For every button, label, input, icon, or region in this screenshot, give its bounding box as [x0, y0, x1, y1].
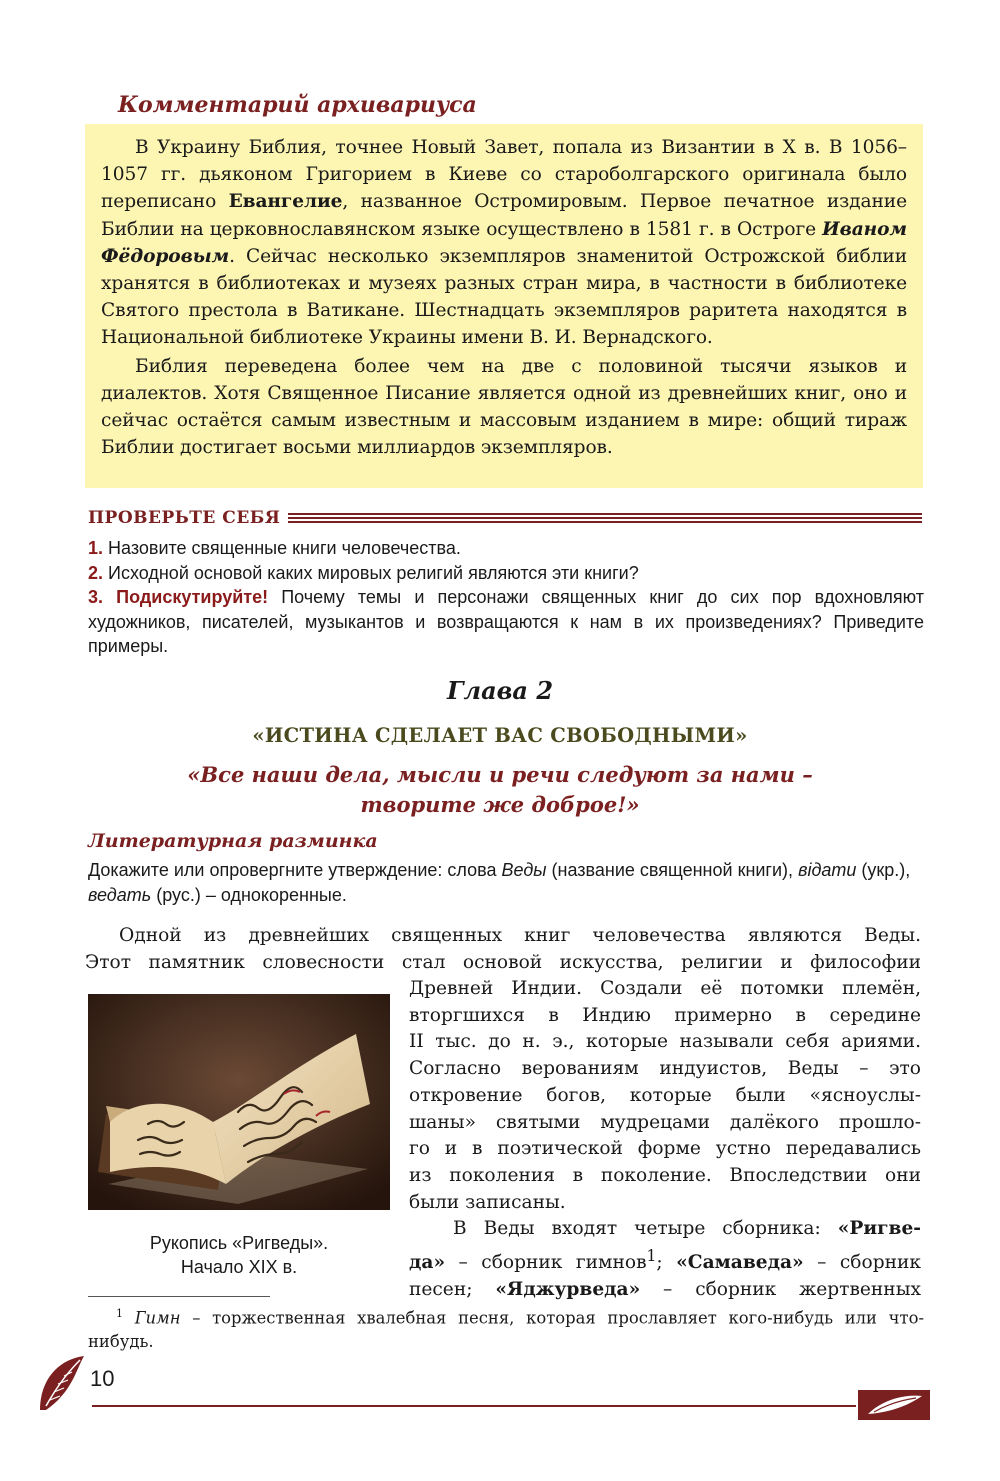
- archivist-paragraph-1: [101, 134, 907, 352]
- main-right-line: вторгшихся в Индию примерно в середине: [409, 1004, 921, 1026]
- vedas-collections-line-3: [409, 1277, 921, 1304]
- archivist-text-part: . Сейчас несколько экземпляров знаменитой Острожской библии хранятся в библиотеках и музеях разных стран мира, в частности в библиотеке Святого престола в Ватикане. Шестнадцать экземпляров раритета находятся в Национальной библиотеке Украины имени В. И. Вернадского.: [101, 245, 907, 349]
- footnote: [88, 1302, 924, 1354]
- question-number: 2.: [88, 562, 104, 583]
- main-right-line: Древней Индии. Создали её потомки племён,: [409, 978, 921, 999]
- warmup-text-part: (укр.),: [856, 860, 911, 880]
- archivist-comment-box: [85, 124, 923, 488]
- rigveda-manuscript-photo: [88, 994, 390, 1210]
- archivist-comment-title: Комментарий архивариуса: [118, 92, 477, 118]
- main-right-line: из поколения в поколение. Впоследствии они: [409, 1164, 921, 1186]
- samaveda-desc: – сборник: [803, 1252, 922, 1274]
- hymns-text: – сборник гимнов: [445, 1252, 647, 1274]
- yajurveda-term: «Яджурведа»: [495, 1278, 641, 1300]
- discuss-label: Подискутируйте!: [103, 587, 269, 607]
- literary-warmup-text: [88, 858, 924, 908]
- question-text: Исходной основой каких мировых религий являются эти книги?: [103, 562, 639, 583]
- songs-text: песен;: [409, 1278, 496, 1300]
- caption-line-1: Рукопись «Ригведы».: [149, 1233, 329, 1253]
- warmup-word: Веды: [501, 860, 547, 880]
- footnote-term: Гимн: [134, 1308, 181, 1328]
- main-line-1: [85, 922, 921, 949]
- warmup-word: ведать: [88, 885, 152, 905]
- rigveda-term: «Ригве-: [837, 1218, 921, 1240]
- footnote-number: 1: [116, 1307, 123, 1320]
- question-text: Назовите священные книги человечества.: [103, 538, 461, 558]
- vedas-collections-line-2: [409, 1243, 921, 1277]
- main-line-2: Этот памятник словесности стал основой искусства, религии и философии: [85, 952, 921, 973]
- footer-rule: [92, 1405, 856, 1407]
- check-yourself-label: ПРОВЕРЬТЕ СЕБЯ: [88, 508, 281, 528]
- highlighted-term: Евангелие: [228, 191, 343, 213]
- question-text: Почему темы и персонажи священных книг до сих пор вдохновляют художников, писателей, музыкантов и возвращаются к нам в их произведениях? Приведите примеры.: [88, 587, 924, 656]
- leaf-ornament-icon: [858, 1390, 930, 1424]
- leaf-ornament-icon: [36, 1352, 88, 1418]
- highlighted-term: Иваном Фёдоровым: [101, 218, 907, 267]
- samaveda-term: «Самаведа»: [676, 1252, 804, 1274]
- main-right-line: были записаны.: [409, 1191, 566, 1213]
- main-right-line: го и в поэтической форме устно передавались: [409, 1138, 921, 1160]
- question-number: 1.: [88, 538, 104, 558]
- separator: ;: [656, 1252, 677, 1274]
- question-3: [88, 585, 924, 659]
- questions-list: [88, 536, 924, 659]
- caption-line-2: Начало XIX в.: [180, 1257, 298, 1277]
- warmup-text-part: (рус.) – однокоренные.: [151, 885, 347, 905]
- literary-warmup-title: Литературная разминка: [88, 830, 378, 852]
- warmup-word: відати: [798, 860, 857, 880]
- epigraph: [0, 760, 1000, 820]
- main-line-text: Одной из древнейших священных книг человечества являются Веды.: [119, 925, 921, 946]
- warmup-text-part: (название священной книги),: [546, 860, 799, 880]
- yajurveda-desc: – сборник жертвенных: [640, 1278, 921, 1300]
- check-yourself-heading: [88, 506, 922, 530]
- warmup-text-part: Докажите или опровергните утверждение: слова: [88, 860, 502, 880]
- manuscript-illustration: [88, 994, 390, 1210]
- footnote-text: – торжественная хвалебная песня, которая прославляет кого-нибудь или что-нибудь.: [88, 1308, 924, 1352]
- footnote-marker: 1: [646, 1247, 657, 1266]
- archivist-paragraph-2: Библия переведена более чем на две с половиной тысячи языков и диалектов. Хотя Священное Писание является одной из древнейших книг, оно и сейчас остаётся самым известным и массовым изданием в мире: общий тираж Библии достигает восьми миллиардов экземпляров.: [101, 355, 907, 459]
- page-number: 10: [90, 1366, 115, 1391]
- question-2: [88, 561, 924, 586]
- main-right-line: Согласно верованиям индуистов, Веды – это: [409, 1058, 921, 1080]
- photo-caption: [88, 1231, 390, 1279]
- vedas-intro: В Веды входят четыре сборника:: [453, 1218, 838, 1240]
- main-right-line: откровение богов, которые были «ясноуслы-: [409, 1084, 921, 1106]
- epigraph-line-1: «Все наши дела, мысли и речи следуют за нами –: [187, 762, 813, 787]
- archivist-text-part: , названное Остромировым. Первое печатное издание Библии на церковнославянском языке осуществлено в 1581 г. в Остроге: [101, 191, 907, 240]
- heading-rule-lines: [288, 513, 922, 523]
- main-right-line: II тыс. до н. э., которые называли себя ариями.: [409, 1031, 921, 1053]
- epigraph-line-2: творите же доброе!»: [360, 792, 640, 817]
- main-right-line: шаны» святыми мудрецами далёкого прошло-: [409, 1111, 921, 1133]
- footnote-divider: [88, 1296, 270, 1297]
- question-1: [88, 536, 924, 561]
- vedas-collections-line-1: [409, 1216, 921, 1243]
- rigveda-term: да»: [409, 1252, 446, 1274]
- chapter-label: Глава 2: [446, 676, 554, 705]
- main-text-top: [85, 922, 921, 976]
- question-number: 3.: [88, 587, 104, 607]
- main-text-right-column: [409, 976, 921, 1304]
- chapter-title: «ИСТИНА СДЕЛАЕТ ВАС СВОБОДНЫМИ»: [252, 724, 748, 747]
- archivist-text-part: В Украину Библия, точнее Новый Завет, попала из Византии в X в. В 1056–1057 гг. дьяконом Григорием в Киеве со староболгарского оригинала было переписано: [101, 137, 907, 213]
